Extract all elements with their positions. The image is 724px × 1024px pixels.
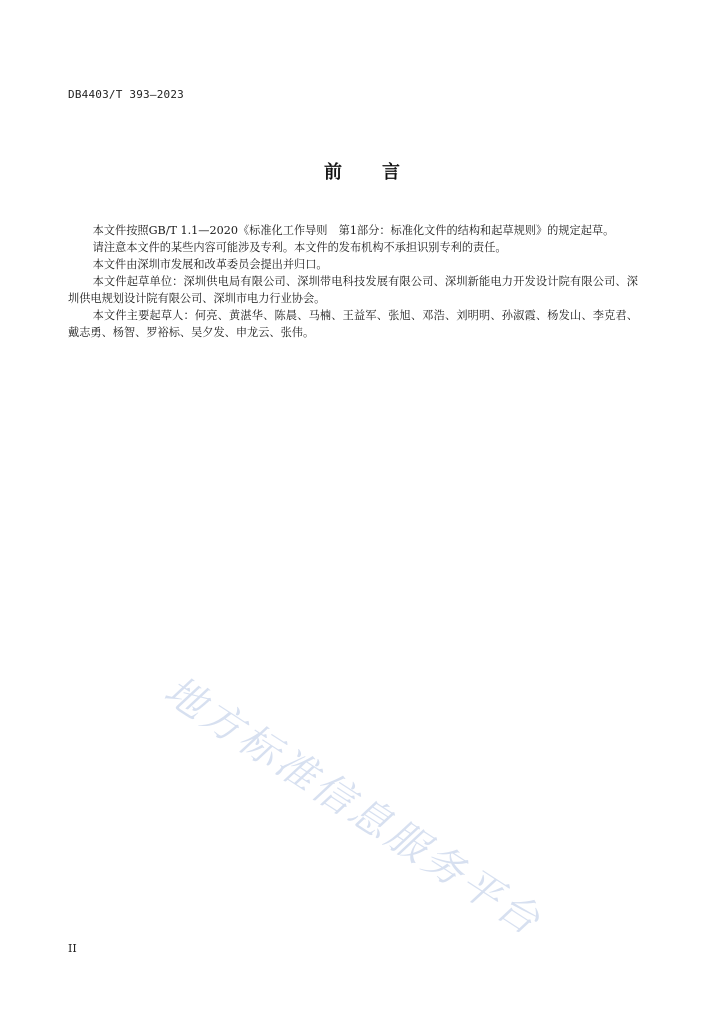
paragraph-drafters: 本文件主要起草人：何亮、黄湛华、陈晨、马楠、王益军、张旭、邓浩、刘明明、孙淑霞、杨发山、李克君、戴志勇、杨智、罗裕标、吴夕发、申龙云、张伟。 [68,309,638,339]
page-title: 前言 [324,162,440,183]
watermark: 地方标准信息服务平台 [156,667,551,946]
document-code: DB4403/T 393—2023 [68,88,184,101]
foreword-body [68,222,638,341]
paragraph-drafting-units: 本文件起草单位：深圳供电局有限公司、深圳带电科技发展有限公司、深圳新能电力开发设计院有限公司、深圳供电规划设计院有限公司、深圳市电力行业协会。 [68,275,638,305]
page-number: II [68,942,77,955]
paragraph-proposer: 本文件由深圳市发展和改革委员会提出并归口。 [92,258,328,271]
paragraph-patent-notice: 请注意本文件的某些内容可能涉及专利。本文件的发布机构不承担识别专利的责任。 [92,241,507,254]
paragraph-drafting-rules: 本文件按照GB/T 1.1—2020《标准化工作导则 第1部分：标准化文件的结构和起草规则》的规定起草。 [92,224,615,237]
